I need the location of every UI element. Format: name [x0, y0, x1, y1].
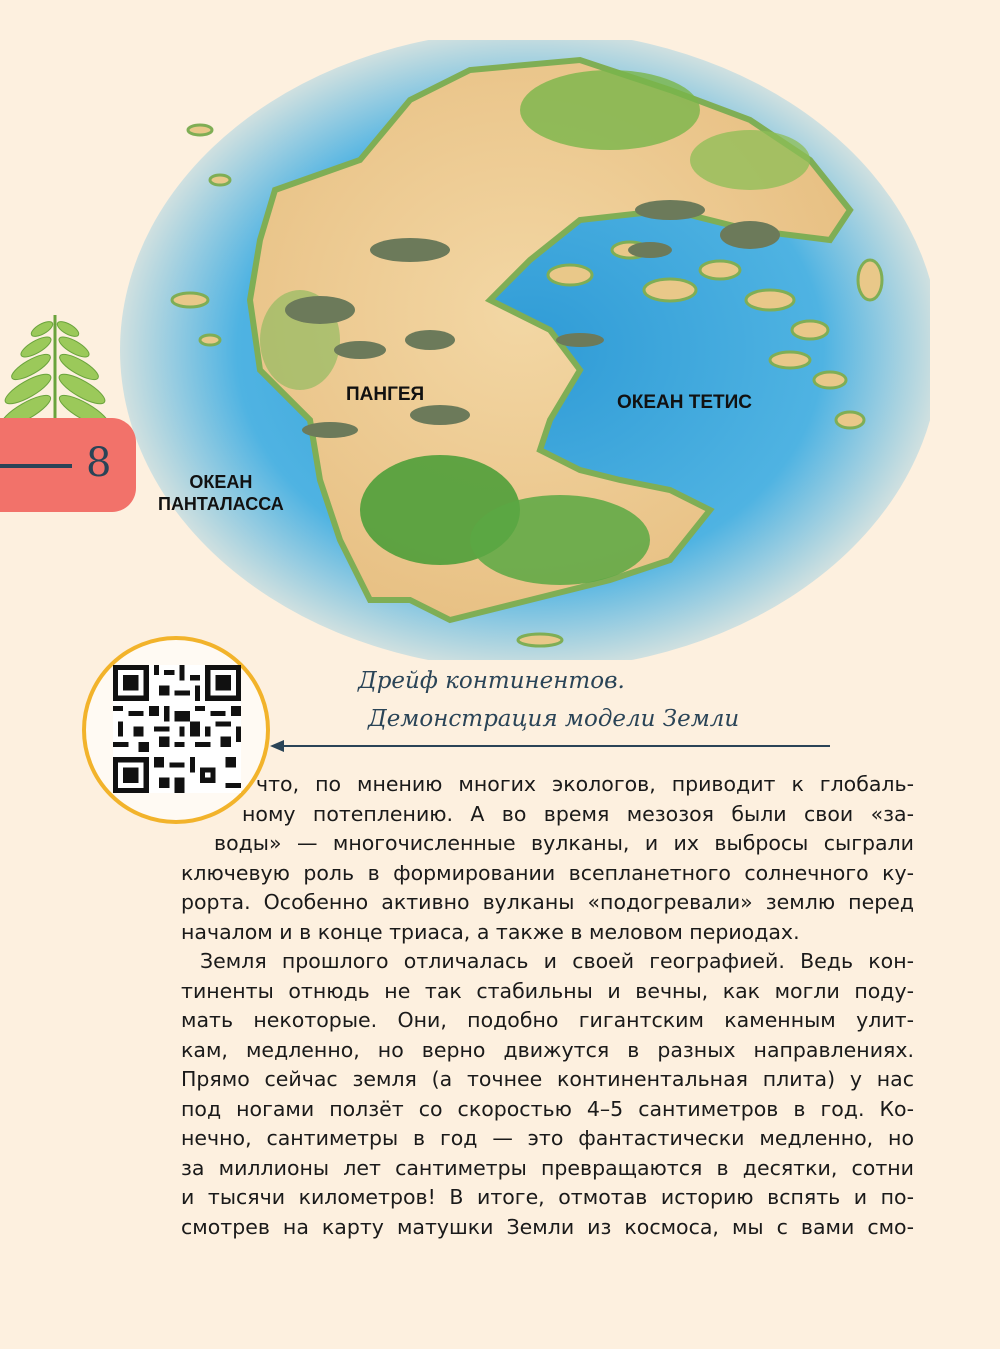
forest	[520, 70, 700, 150]
caption-line1: Дрейф континентов.	[358, 668, 625, 694]
caption-line2: Демонстрация модели Земли	[368, 706, 740, 732]
body-text-line: мать некоторые. Они, подобно гигантским каменным улит-	[181, 1008, 914, 1032]
body-text-line: за миллионы лет сантиметры превращаются в десятки, сотни	[181, 1155, 914, 1180]
forest	[470, 495, 650, 585]
body-text-line: рорта. Особенно активно вулканы «подогревали» землю перед	[181, 890, 914, 914]
qr-code-icon[interactable]	[113, 665, 241, 793]
label-tethys-ocean: ОКЕАН ТЕТИС	[617, 392, 753, 413]
video-caption	[340, 662, 840, 738]
body-text-line: нечно, сантиметры в год — это фантастически медленно, но	[181, 1126, 914, 1150]
pangea-map-illustration	[110, 40, 930, 660]
body-text-line: смотрев на карту матушки Земли из космоса, мы с вами смо-	[181, 1214, 914, 1239]
body-text-line: Земля прошлого отличалась и своей географией. Ведь кон-	[200, 949, 914, 973]
arrow-left-icon	[270, 736, 830, 756]
page-number: 8	[86, 440, 112, 486]
body-text-line: началом и в конце триаса, а также в меловом периодах.	[181, 919, 800, 944]
body-text-line: тиненты отнюдь не так стабильны и вечны, как могли поду-	[181, 978, 914, 1003]
body-text-line: воды» — многочисленные вулканы, и их выбросы сыграли	[214, 831, 914, 855]
label-panthalassa-line1: ОКЕАН	[189, 472, 253, 492]
label-panthalassa-ocean	[158, 471, 284, 515]
qr-code-badge[interactable]	[82, 636, 270, 824]
body-text-line: ключевую роль в формировании всепланетного солнечного ку-	[181, 860, 914, 885]
page-number-dash	[0, 464, 72, 468]
body-text-line: что, по мнению многих экологов, приводит к глобаль-	[256, 772, 914, 796]
body-text-line: под ногами ползёт со скоростью 4–5 сантиметров в год. Ко-	[181, 1096, 914, 1121]
pangea-map	[110, 40, 930, 660]
fern-icon	[0, 305, 110, 435]
label-panthalassa-line2: ПАНТАЛАССА	[158, 494, 284, 514]
body-text-line: Прямо сейчас земля (а точнее континентальная плита) у нас	[181, 1067, 914, 1091]
body-text-line: ному потеплению. А во время мезозоя были свои «за-	[242, 801, 914, 826]
body-text-line: кам, медленно, но верно движутся в разных направлениях.	[181, 1037, 914, 1062]
forest	[690, 130, 810, 190]
label-pangea: ПАНГЕЯ	[346, 384, 425, 405]
page-number-tab	[0, 418, 136, 512]
body-text-line: и тысячи километров! В итоге, отмотав историю вспять и по-	[181, 1185, 914, 1209]
